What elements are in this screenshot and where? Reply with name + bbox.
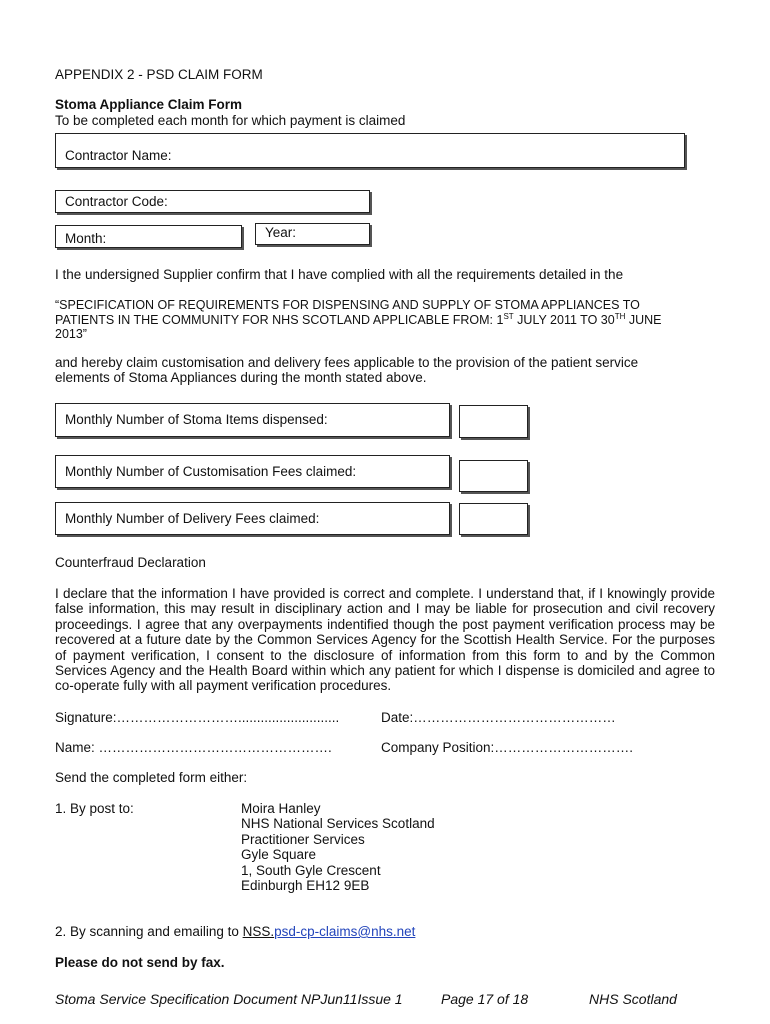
items-dispensed-input[interactable]: [459, 405, 528, 438]
footer-page-number: Page 17 of 18: [441, 991, 529, 1007]
address-line: Gyle Square: [241, 847, 317, 863]
form-subtitle: To be completed each month for which payment is claimed: [55, 113, 406, 128]
email-link-prefix[interactable]: NSS.: [242, 924, 275, 939]
postal-address: [241, 801, 435, 893]
contractor-code-label: Contractor Code:: [65, 193, 168, 209]
address-line: Edinburgh EH12 9EB: [241, 878, 370, 894]
claim-statement: and hereby claim customisation and delivery fees applicable to the provision of the patient service elements of Stoma Appliances during the month stated above.: [55, 355, 639, 386]
no-fax-notice: Please do not send by fax.: [55, 955, 225, 970]
contractor-code-field[interactable]: [55, 190, 370, 213]
date-line[interactable]: Date:………………………………………: [381, 710, 616, 725]
send-heading: Send the completed form either:: [55, 770, 248, 785]
email-link[interactable]: psd-cp-claims@nhs.net: [274, 924, 416, 939]
signature-line[interactable]: Signature:………………………...........................: [55, 710, 340, 725]
form-title: Stoma Appliance Claim Form: [55, 97, 243, 112]
items-dispensed-label-box: [55, 403, 450, 437]
year-label: Year:: [265, 225, 297, 240]
items-dispensed-label: Monthly Number of Stoma Items dispensed:: [65, 411, 328, 427]
address-line: Practitioner Services: [241, 831, 365, 847]
month-label: Month:: [65, 230, 107, 246]
email-label: 2. By scanning and emailing to: [55, 924, 243, 939]
footer-document: Stoma Service Specification Document NPJun11Issue 1: [55, 991, 403, 1007]
company-position-line[interactable]: Company Position:………………………….: [381, 740, 634, 755]
delivery-fees-input[interactable]: [459, 503, 528, 535]
email-instruction: [55, 924, 415, 939]
footer-organisation: NHS Scotland: [589, 991, 677, 1007]
post-label: 1. By post to:: [55, 801, 134, 816]
year-field[interactable]: [255, 223, 370, 245]
address-line: NHS National Services Scotland: [241, 816, 435, 832]
month-field[interactable]: [55, 225, 242, 248]
delivery-fees-label-box: [55, 502, 450, 535]
appendix-title: APPENDIX 2 - PSD CLAIM FORM: [55, 67, 263, 82]
address-line: Moira Hanley: [241, 801, 321, 816]
specification-title: “SPECIFICATION OF REQUIREMENTS FOR DISPENSING AND SUPPLY OF STOMA APPLIANCES TO PATIENTS IN THE COMMUNITY FOR NHS SCOTLAND APPLICABLE FROM: 1ST JULY 2011 TO 30TH JUNE 2013”: [55, 298, 662, 341]
customisation-fees-label: Monthly Number of Customisation Fees claimed:: [65, 463, 357, 479]
counterfraud-heading: Counterfraud Declaration: [55, 555, 206, 570]
contractor-name-label: Contractor Name:: [65, 148, 172, 163]
customisation-fees-input[interactable]: [459, 460, 528, 492]
address-line: 1, South Gyle Crescent: [241, 862, 381, 878]
confirmation-intro: I the undersigned Supplier confirm that I have complied with all the requirements detailed in the: [55, 267, 624, 282]
name-line[interactable]: Name: …………………………………………….: [55, 740, 332, 755]
customisation-fees-label-box: [55, 455, 450, 488]
counterfraud-text: I declare that the information I have provided is correct and complete. I understand that, if I knowingly provide false information, this may result in disciplinary action and I may be liable for prosecution and civil recovery proceedings. I agree that any overpayments indentified though the post payment verification process may be recovered at a future date by the Common Services Agency for the Scottish Health Service. For the purposes of payment verification, I consent to the disclosure of information from this form to and by the Common Services Agency and the Health Board within which any patient for which I dispense is domiciled and agree to co-operate fully with all payment verification procedures.: [55, 586, 715, 694]
delivery-fees-label: Monthly Number of Delivery Fees claimed:: [65, 510, 320, 526]
contractor-name-field[interactable]: [55, 133, 685, 168]
